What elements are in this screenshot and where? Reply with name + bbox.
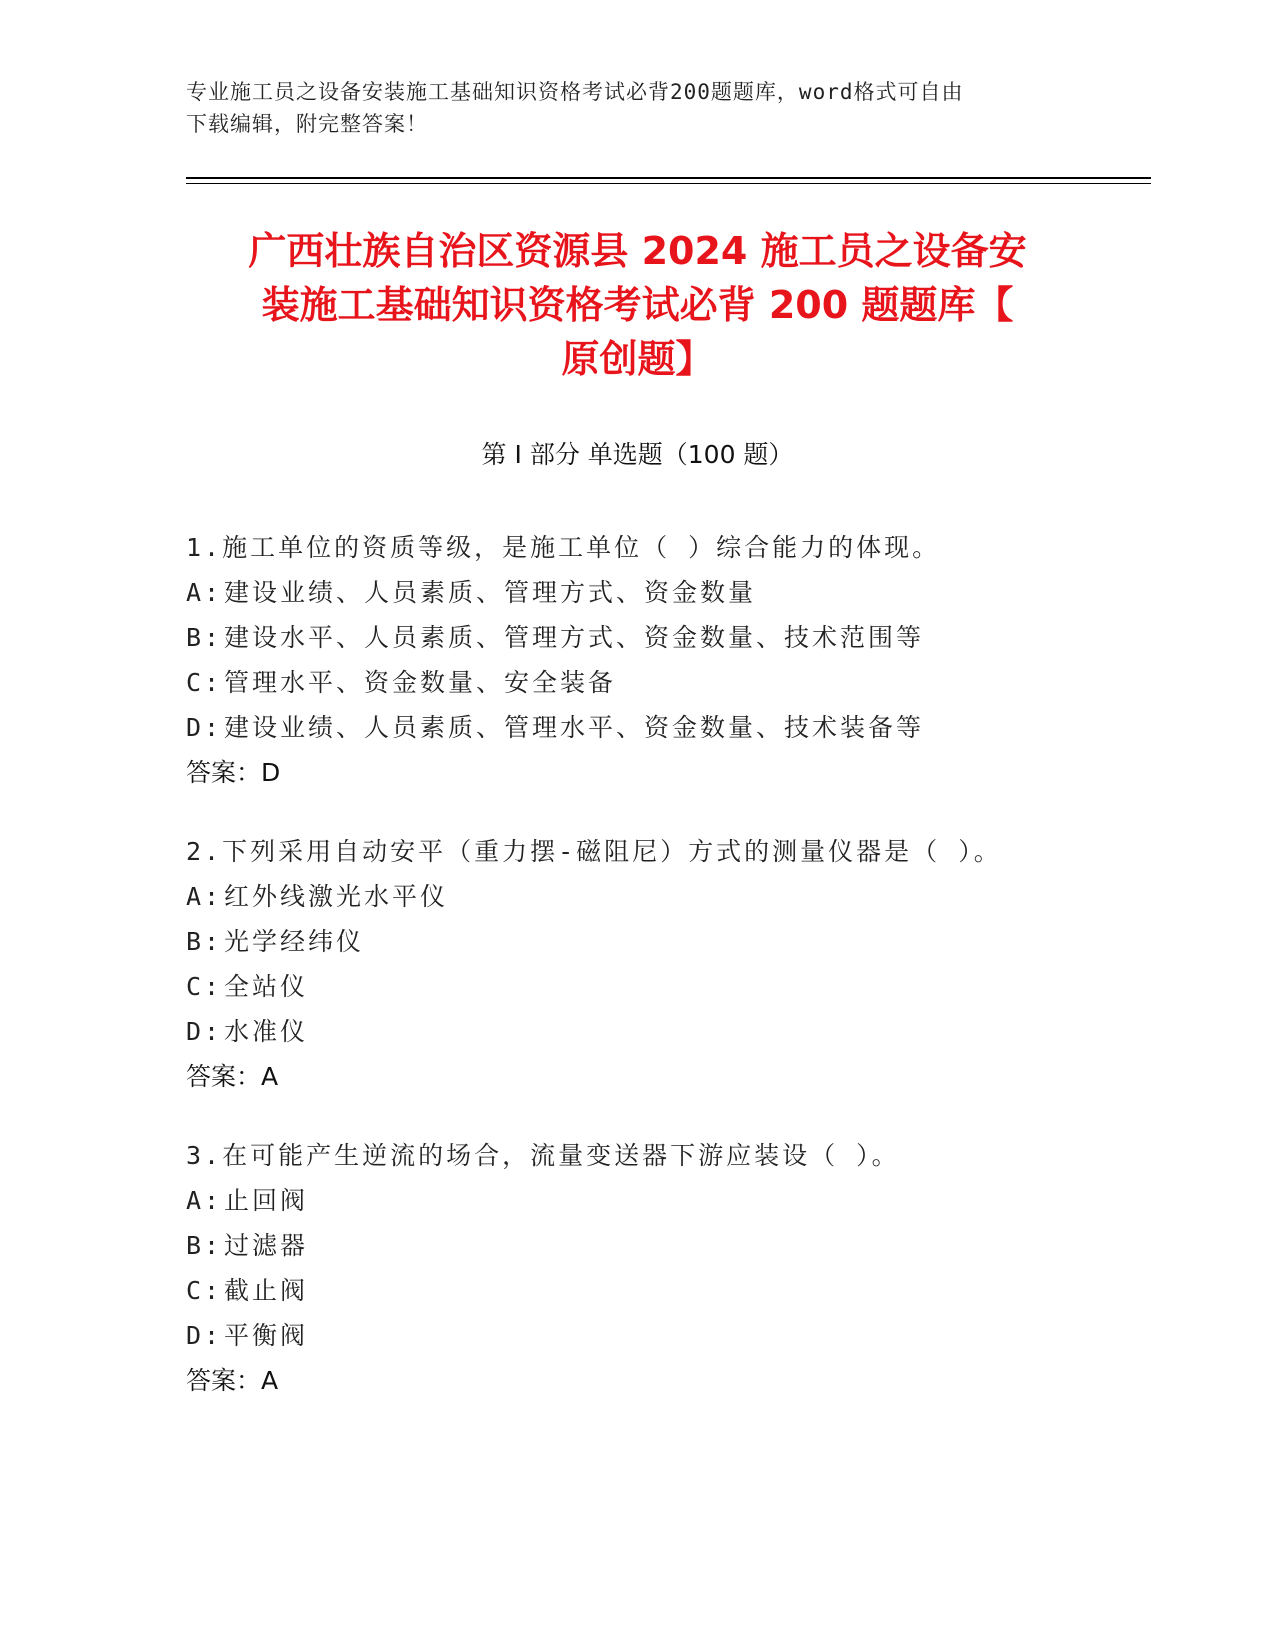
option-c: [186, 660, 1166, 705]
option-letter: D:: [186, 1321, 223, 1350]
option-letter: B:: [186, 927, 223, 956]
section-heading: 第 I 部分 单选题（100 题）: [481, 440, 794, 469]
option-text: 建设业绩、人员素质、管理水平、资金数量、技术装备等: [224, 713, 925, 742]
option-text: 止回阀: [224, 1186, 309, 1215]
question-stem: 2.下列采用自动安平（重力摆-磁阻尼）方式的测量仪器是（ ）。: [186, 837, 1002, 866]
option-letter: D:: [186, 713, 223, 742]
header-note-line-1: 专业施工员之设备安装施工基础知识资格考试必背200题题库，word格式可自由: [186, 80, 964, 104]
option-c: [186, 1268, 1166, 1313]
option-text: 建设业绩、人员素质、管理方式、资金数量: [224, 578, 757, 607]
option-letter: C:: [186, 668, 223, 697]
option-a: [186, 1178, 1166, 1223]
question-stem: 1.施工单位的资质等级，是施工单位（ ）综合能力的体现。: [186, 533, 941, 562]
header-rule-thick: [186, 177, 1151, 179]
option-b: [186, 615, 1166, 660]
document-title: [180, 224, 1095, 386]
option-text: 红外线激光水平仪: [224, 882, 449, 911]
document-title-line-3: 原创题】: [561, 337, 714, 381]
question-item: [186, 1133, 1166, 1403]
question-stem: 3.在可能产生逆流的场合，流量变送器下游应装设（ ）。: [186, 1141, 900, 1170]
document-title-line-1: 广西壮族自治区资源县 2024 施工员之设备安: [248, 229, 1027, 273]
option-text: 建设水平、人员素质、管理方式、资金数量、技术范围等: [224, 623, 925, 652]
option-letter: B:: [186, 623, 223, 652]
document-title-line-2: 装施工基础知识资格考试必背 200 题题库【: [261, 283, 1014, 327]
header-note: [186, 76, 1066, 140]
option-b: [186, 919, 1166, 964]
question-item: [186, 829, 1166, 1099]
answer-text: 答案：D: [186, 758, 281, 787]
question-list: [186, 525, 1166, 1437]
option-text: 过滤器: [224, 1231, 309, 1260]
answer-text: 答案：A: [186, 1062, 279, 1091]
option-d: [186, 705, 1166, 750]
option-a: [186, 570, 1166, 615]
header-rule-thin: [186, 183, 1151, 184]
answer-text: 答案：A: [186, 1366, 279, 1395]
option-c: [186, 964, 1166, 1009]
option-letter: A:: [186, 578, 223, 607]
option-d: [186, 1009, 1166, 1054]
question-item: [186, 525, 1166, 795]
option-text: 管理水平、资金数量、安全装备: [224, 668, 617, 697]
option-text: 截止阀: [224, 1276, 309, 1305]
option-letter: D:: [186, 1017, 223, 1046]
option-text: 光学经纬仪: [224, 927, 365, 956]
option-letter: B:: [186, 1231, 223, 1260]
option-text: 水准仪: [224, 1017, 309, 1046]
option-letter: A:: [186, 882, 223, 911]
option-text: 平衡阀: [224, 1321, 309, 1350]
header-note-line-2: 下载编辑，附完整答案！: [186, 112, 428, 136]
option-letter: C:: [186, 972, 223, 1001]
option-text: 全站仪: [224, 972, 309, 1001]
option-b: [186, 1223, 1166, 1268]
option-a: [186, 874, 1166, 919]
option-d: [186, 1313, 1166, 1358]
option-letter: C:: [186, 1276, 223, 1305]
option-letter: A:: [186, 1186, 223, 1215]
